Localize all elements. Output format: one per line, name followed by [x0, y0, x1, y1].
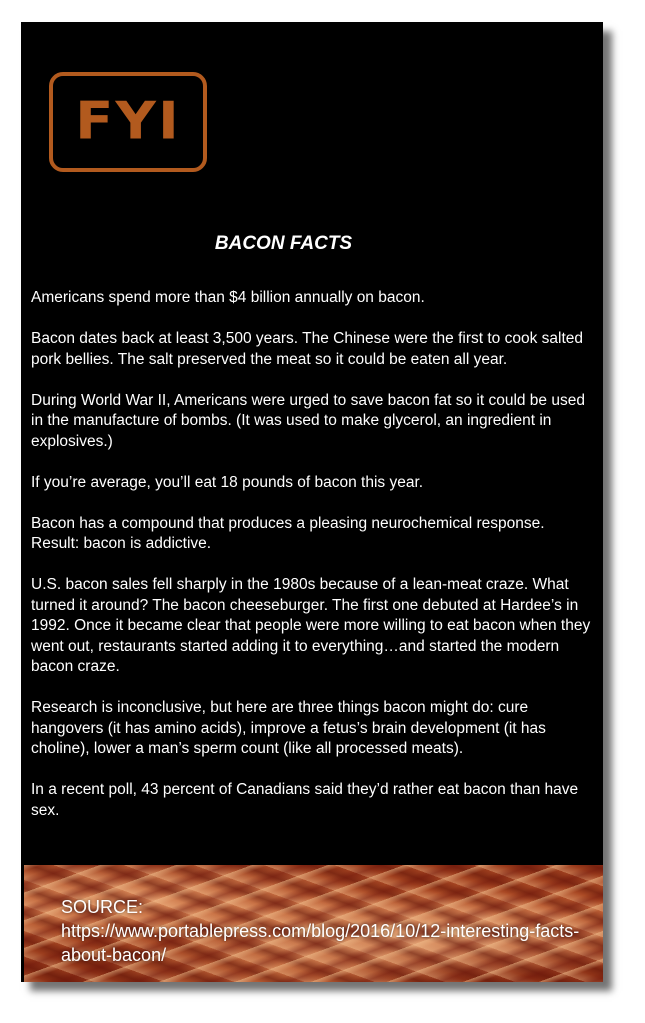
- fact-item: If you’re average, you’ll eat 18 pounds of bacon this year.: [31, 473, 424, 491]
- fact-item: During World War II, Americans were urged to save bacon fat so it could be used in the manufacture of bombs. (It was used to make glycerol, an ingredient in explosives.): [31, 391, 585, 450]
- fact-item: Americans spend more than $4 billion annually on bacon.: [31, 289, 425, 306]
- source-label: SOURCE:: [61, 897, 144, 917]
- fact-item: In a recent poll, 43 percent of Canadians said they’d rather eat bacon than have sex.: [31, 781, 579, 819]
- fyi-logo-text: FYI: [75, 91, 181, 152]
- source-citation: [61, 895, 581, 967]
- fact-item: Bacon dates back at least 3,500 years. The Chinese were the first to cook salted pork bellies. The salt preserved the meat so it could be eaten all year.: [31, 330, 583, 368]
- fact-item: Bacon has a compound that produces a pleasing neurochemical response. Result: bacon is addictive.: [31, 514, 545, 552]
- bacon-image-band: [24, 865, 603, 982]
- page-title: BACON FACTS: [214, 233, 353, 254]
- fact-item: U.S. bacon sales fell sharply in the 1980s because of a lean-meat craze. What turned it around? The bacon cheeseburger. The first one debuted at Hardee’s in 1992. Once it became clear that people were more willing to eat bacon when they went out, restaurants started adding it to everything…and started the modern bacon craze.: [31, 576, 591, 675]
- fact-item: Research is inconclusive, but here are three things bacon might do: cure hangovers (it has amino acids), improve a fetus’s brain development (it has choline), lower a man’s sperm count (like all processed meats).: [31, 699, 546, 757]
- source-url: https://www.portablepress.com/blog/2016/10/12-interesting-facts-about-bacon/: [61, 921, 580, 965]
- facts-list: [31, 288, 591, 842]
- bacon-facts-card: [21, 22, 603, 982]
- fyi-logo: [49, 72, 207, 172]
